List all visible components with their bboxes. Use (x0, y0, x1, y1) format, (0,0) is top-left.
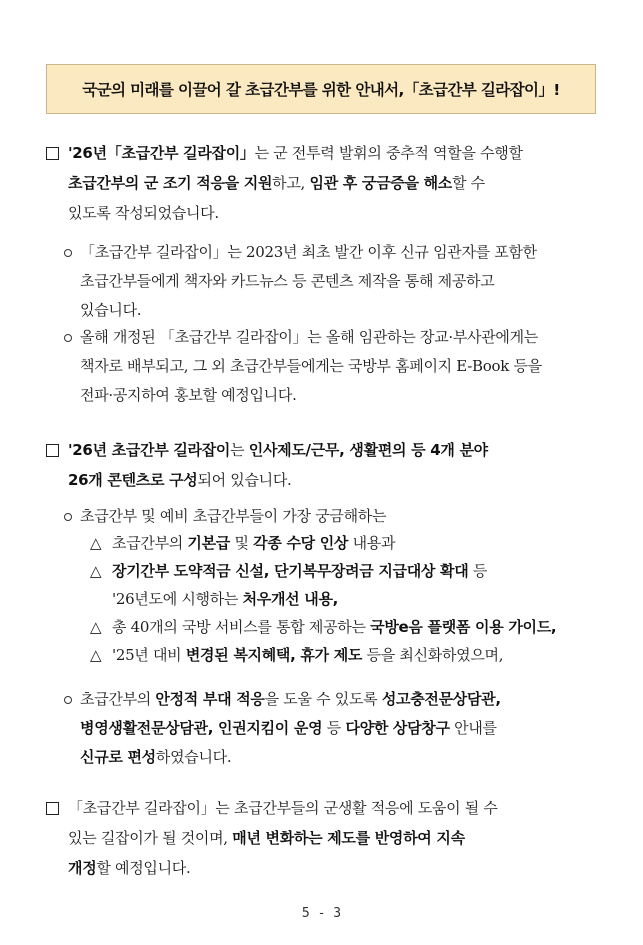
emphasis-text: 처우개선 내용, (242, 590, 339, 608)
text-span: '26년도에 시행하는 (112, 590, 243, 608)
emphasis-text: 변경된 복지혜택, 휴가 제도 (185, 646, 363, 664)
text-span: 및 (230, 534, 254, 552)
emphasis-text: 다양한 상담창구 (345, 719, 450, 737)
text-span: 총 40개의 국방 서비스를 통합 제공하는 (112, 618, 371, 636)
text-span: 하였습니다. (155, 748, 232, 766)
text-span: 초급간부의 (112, 534, 188, 552)
text-span: 책자로 배부되고, 그 외 초급간부들에게는 국방부 홈페이지 E-Book 등을 (80, 357, 542, 375)
sub-line (80, 506, 386, 526)
title-banner (46, 64, 596, 114)
banner-text: 국군의 미래를 이끌어 갈 초급간부를 위한 안내서,「초급간부 길라잡이」! (82, 81, 560, 99)
emphasis-text: 신규로 편성 (80, 748, 156, 766)
section-line (68, 798, 498, 818)
text-span: 하고, (272, 174, 310, 192)
circle-bullet-icon (64, 696, 72, 704)
emphasis-text: 각종 수당 인상 (253, 534, 349, 552)
text-span: 「초급간부 길라잡이」는 초급간부들의 군생활 적응에 도움이 될 수 (68, 799, 498, 817)
sub-line (80, 300, 141, 320)
checkbox-bullet-icon (46, 444, 59, 457)
circle-bullet-icon (64, 513, 72, 521)
emphasis-text: 인사제도/근무, 생활편의 등 4개 분야 (248, 441, 488, 459)
text-span: 있습니다. (80, 301, 142, 319)
sub-line (80, 356, 542, 376)
sub-line (80, 718, 497, 738)
text-span: 등 (468, 562, 488, 580)
triangle-bullet-icon: △ (90, 618, 102, 636)
text-span: 안내를 (449, 719, 497, 737)
emphasis-text: 임관 후 궁금증을 해소 (309, 174, 452, 192)
text-span: 초급간부 및 예비 초급간부들이 가장 궁금해하는 (80, 507, 387, 525)
sub-line (80, 271, 494, 291)
emphasis-text: 개정 (68, 859, 97, 877)
triangle-bullet-icon: △ (90, 534, 102, 552)
text-span: 할 예정입니다. (96, 859, 191, 877)
text-span: '25년 대비 (112, 646, 186, 664)
item-line (112, 645, 503, 665)
text-span: 되어 있습니다. (197, 471, 292, 489)
emphasis-text: 26개 콘텐츠로 구성 (68, 471, 198, 489)
section-line (68, 858, 190, 878)
emphasis-text: 매년 변화하는 제도를 반영하여 지속 (232, 829, 465, 847)
checkbox-bullet-icon (46, 802, 59, 815)
section-line (68, 143, 523, 163)
emphasis-text: 초급간부의 군 조기 적응을 지원 (68, 174, 273, 192)
text-span: 는 군 전투력 발휘의 중추적 역할을 수행할 (254, 144, 523, 162)
text-span: 「초급간부 길라잡이」는 2023년 최초 발간 이후 신규 임관자를 포함한 (80, 243, 537, 261)
emphasis-text: 국방e음 플랫폼 이용 가이드, (370, 618, 557, 636)
text-span: 내용과 (348, 534, 396, 552)
section-line (68, 440, 488, 460)
text-span: 초급간부들에게 책자와 카드뉴스 등 콘텐츠 제작을 통해 제공하고 (80, 272, 495, 290)
text-span: 있도록 작성되었습니다. (68, 204, 219, 222)
item-line (112, 589, 338, 609)
emphasis-text: '26년 초급간부 길라잡이 (68, 441, 231, 459)
text-span: 등을 최신화하였으며, (362, 646, 504, 664)
sub-line (80, 689, 501, 709)
item-line (112, 533, 395, 553)
circle-bullet-icon (64, 249, 72, 257)
triangle-bullet-icon: △ (90, 646, 102, 664)
checkbox-bullet-icon (46, 147, 59, 160)
sub-line (80, 327, 538, 347)
sub-line (80, 747, 231, 767)
section-line (68, 203, 219, 223)
sub-line (80, 242, 537, 262)
emphasis-text: 장기간부 도약적금 신설, 단기복무장려금 지급대상 확대 (112, 562, 469, 580)
emphasis-text: 병영생활전문상담관, 인권지킴이 운영 (80, 719, 323, 737)
section-line (68, 173, 485, 193)
emphasis-text: '26년「초급간부 길라잡이」 (68, 144, 255, 162)
text-span: 있는 길잡이가 될 것이며, (68, 829, 233, 847)
text-span: 전파·공지하여 홍보할 예정입니다. (80, 386, 297, 404)
circle-bullet-icon (64, 334, 72, 342)
text-span: 는 (230, 441, 249, 459)
triangle-bullet-icon: △ (90, 562, 102, 580)
text-span: 할 수 (451, 174, 485, 192)
text-span: 등 (322, 719, 346, 737)
item-line (112, 617, 556, 637)
emphasis-text: 안정적 부대 적응 (155, 690, 265, 708)
page-number: 5 - 3 (301, 906, 342, 921)
emphasis-text: 기본급 (187, 534, 230, 552)
section-line (68, 470, 292, 490)
section-line (68, 828, 465, 848)
text-span: 을 도울 수 있도록 (264, 690, 382, 708)
text-span: 초급간부의 (80, 690, 156, 708)
emphasis-text: 성고충전문상담관, (381, 690, 501, 708)
text-span: 올해 개정된 「초급간부 길라잡이」는 올해 임관하는 장교·부사관에게는 (80, 328, 538, 346)
item-line (112, 561, 487, 581)
sub-line (80, 385, 297, 405)
